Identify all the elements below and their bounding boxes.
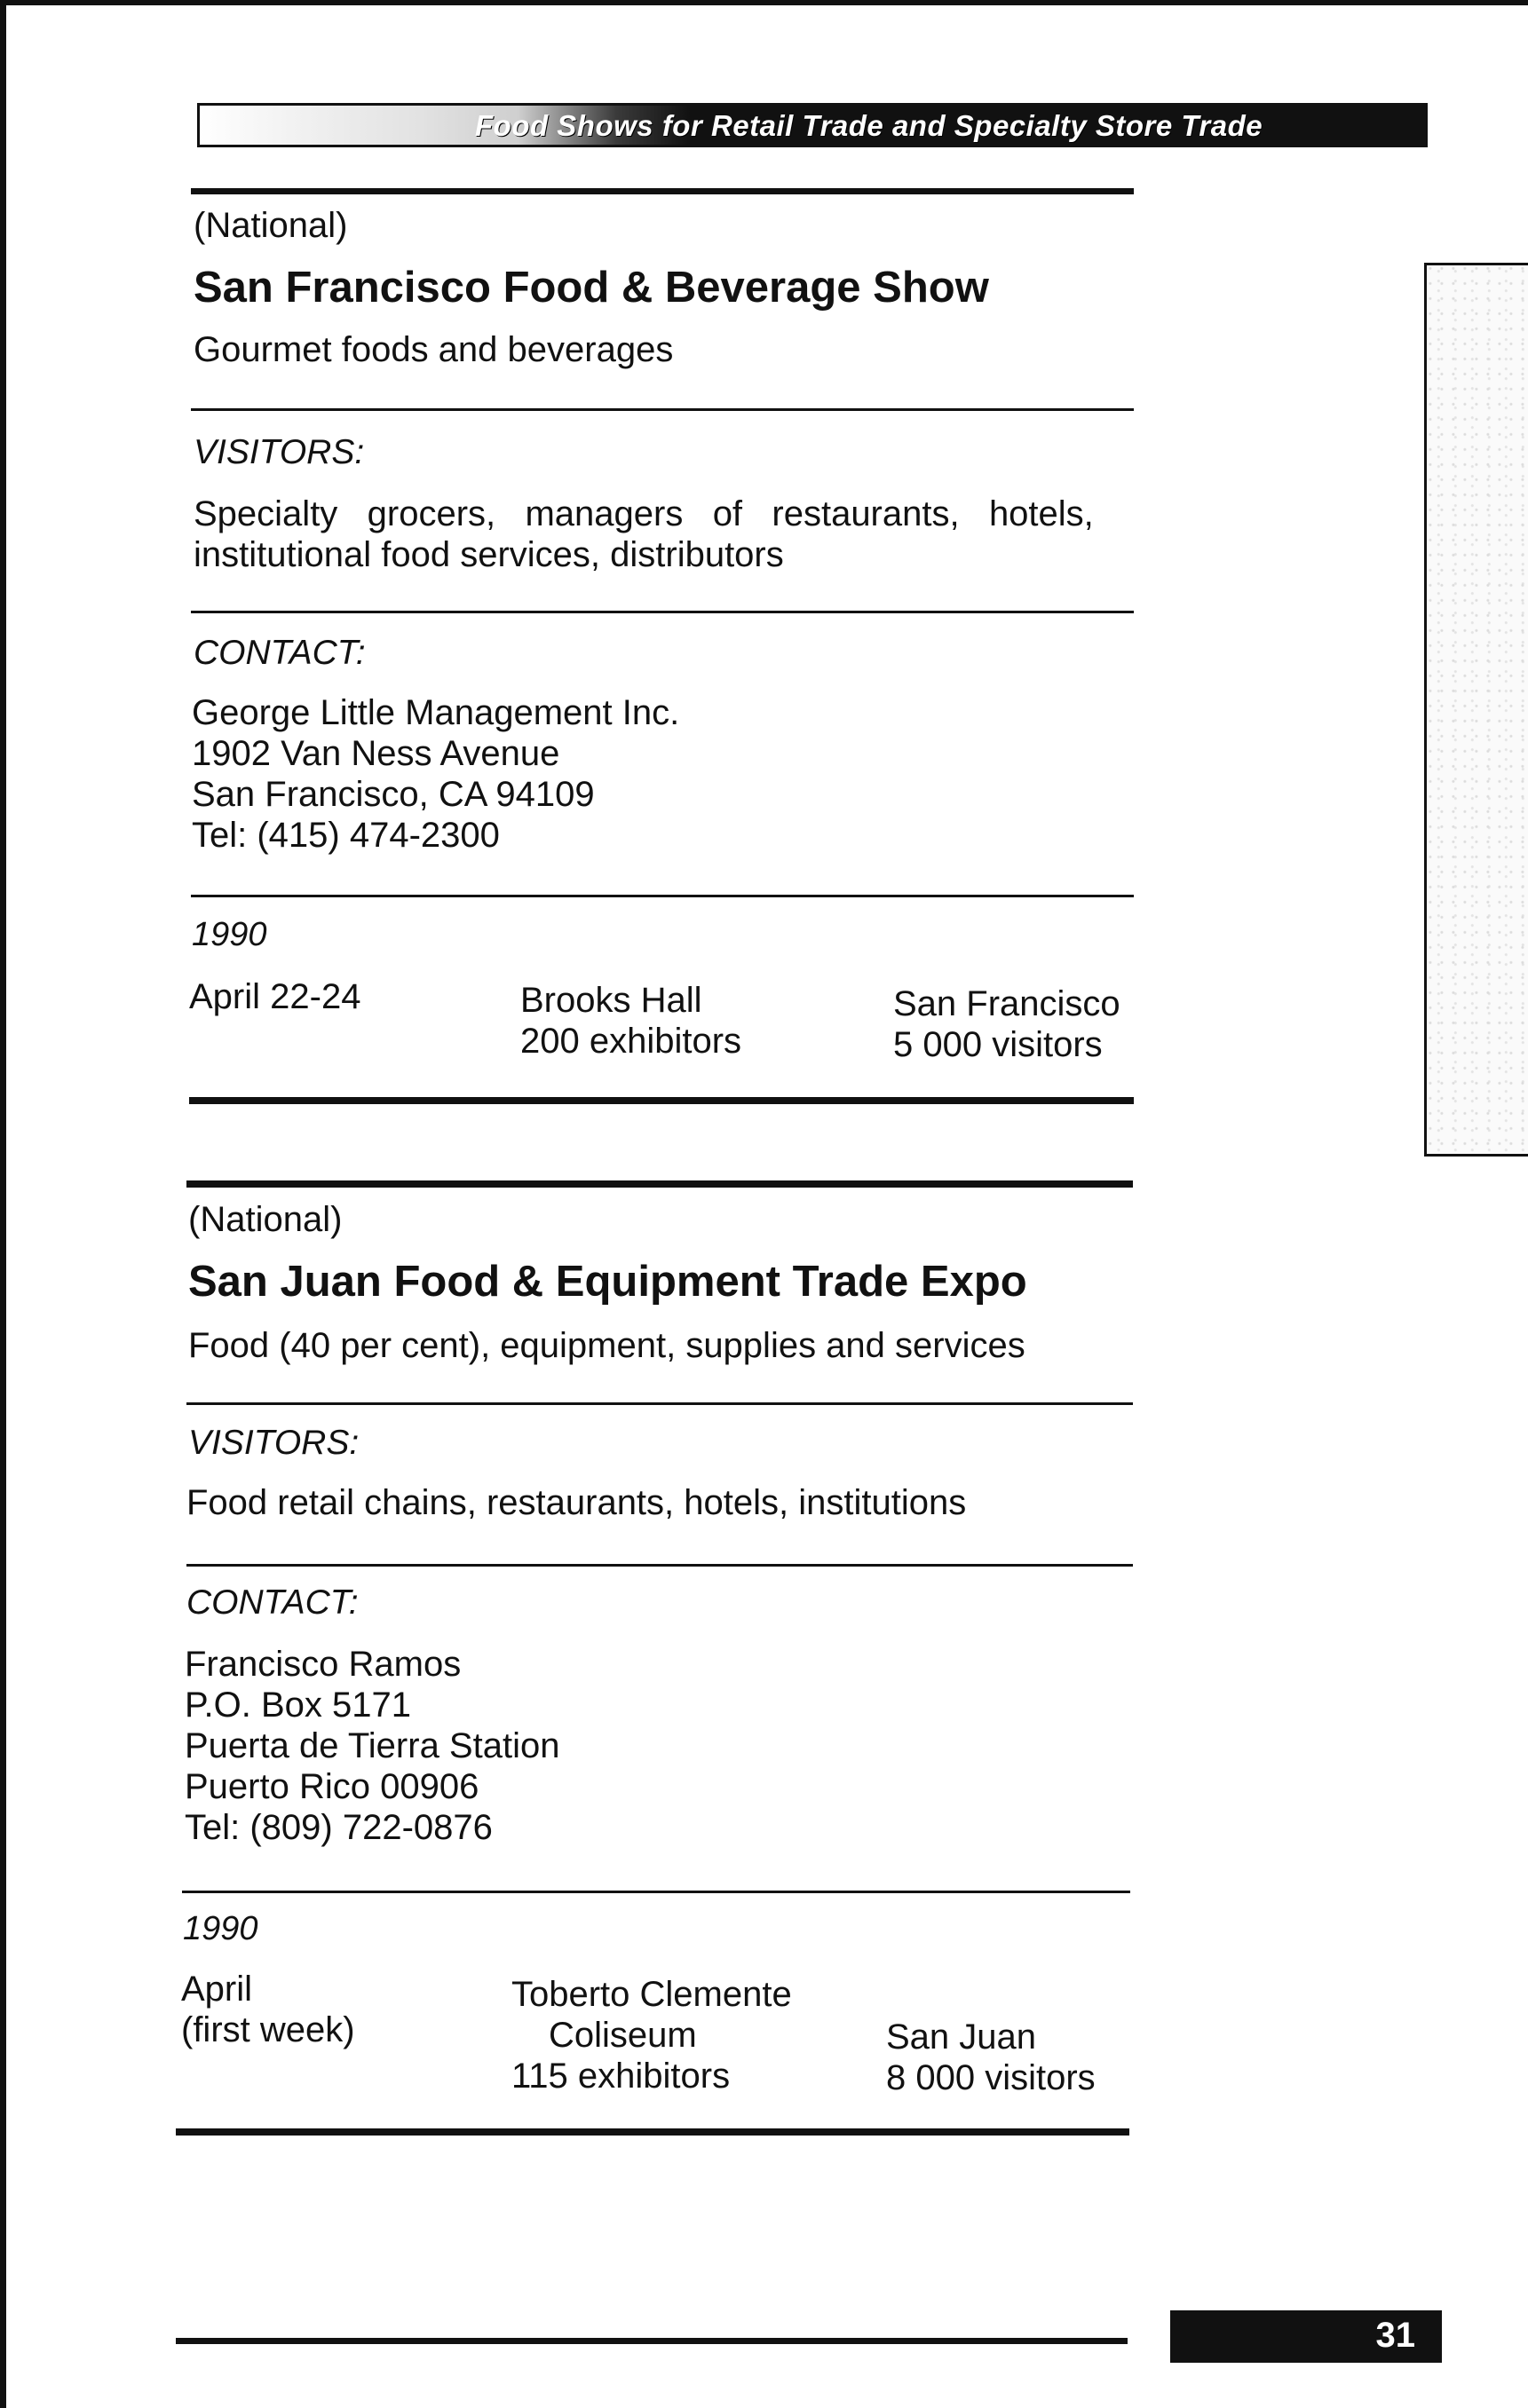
contact-line: Puerta de Tierra Station [185,1726,560,1765]
contact-block [185,1644,559,1848]
show-name: San Juan Food & Equipment Trade Expo [188,1258,1027,1306]
show-year: 1990 [183,1910,258,1947]
contact-line: 1902 Van Ness Avenue [192,734,560,773]
page-number: 31 [1375,2316,1415,2355]
venue-line: Brooks Hall [520,981,702,1020]
visitors-line: Food retail chains, restaurants, hotels, institutions [186,1483,967,1522]
city-line: 8 000 visitors [886,2058,1096,2097]
venue-line: 115 exhibitors [511,2057,731,2096]
contact-label: CONTACT: [194,634,366,672]
visitors-text [194,493,1094,575]
divider [182,1891,1130,1893]
footer-rule [176,2338,1128,2344]
show-date [189,976,360,1017]
venue-line: Toberto Clemente [511,1975,792,2014]
banner-title: Food Shows for Retail Trade and Specialty Store Trade [475,109,1263,142]
contact-line: P.O. Box 5171 [185,1686,411,1725]
show-description: Food (40 per cent), equipment, supplies and services [188,1326,1025,1365]
show-city [893,983,1120,1065]
divider [186,1402,1133,1405]
divider [191,895,1134,897]
contact-line: Tel: (809) 722-0876 [185,1808,493,1847]
visitors-line: institutional food services, distributors [194,535,784,574]
date-line: April [181,1970,253,2009]
date-line: April 22-24 [189,977,361,1016]
contact-line: Francisco Ramos [185,1645,462,1684]
show-venue [511,1974,792,2096]
show-date [181,1969,355,2050]
show-scope: (National) [188,1200,343,1239]
visitors-label: VISITORS: [194,433,365,471]
page-frame-left [0,0,6,2408]
divider [191,408,1134,411]
city-line: 5 000 visitors [893,1025,1103,1064]
side-tab [1424,263,1528,1157]
page-frame-top [0,0,1528,5]
show-year: 1990 [192,916,267,953]
show-description: Gourmet foods and beverages [194,330,674,369]
contact-line: Tel: (415) 474-2300 [192,816,500,855]
entry-top-rule [191,188,1134,194]
contact-label: CONTACT: [186,1583,359,1622]
venue-line: 200 exhibitors [520,1022,742,1061]
city-line: San Francisco [893,984,1120,1023]
visitors-line: Specialty grocers, managers of restaurants, hotels, [194,494,1094,533]
entry-bottom-rule [176,2128,1129,2136]
contact-line: Puerto Rico 00906 [185,1767,479,1806]
divider [191,611,1134,613]
show-venue [520,980,741,1062]
contact-line: San Francisco, CA 94109 [192,775,595,814]
show-city [886,2017,1096,2098]
venue-line: Coliseum [549,2016,697,2055]
date-line: (first week) [181,2010,355,2049]
page-number-box [1170,2310,1442,2363]
visitors-text [186,1482,966,1523]
divider [186,1564,1133,1567]
show-scope: (National) [194,206,348,245]
visitors-label: VISITORS: [188,1424,360,1462]
entry-bottom-rule [189,1097,1134,1104]
entry-top-rule [186,1180,1133,1188]
show-name: San Francisco Food & Beverage Show [194,264,989,312]
city-line: San Juan [886,2017,1037,2057]
contact-block [192,692,679,856]
section-banner [197,103,1428,147]
contact-line: George Little Management Inc. [192,693,680,732]
